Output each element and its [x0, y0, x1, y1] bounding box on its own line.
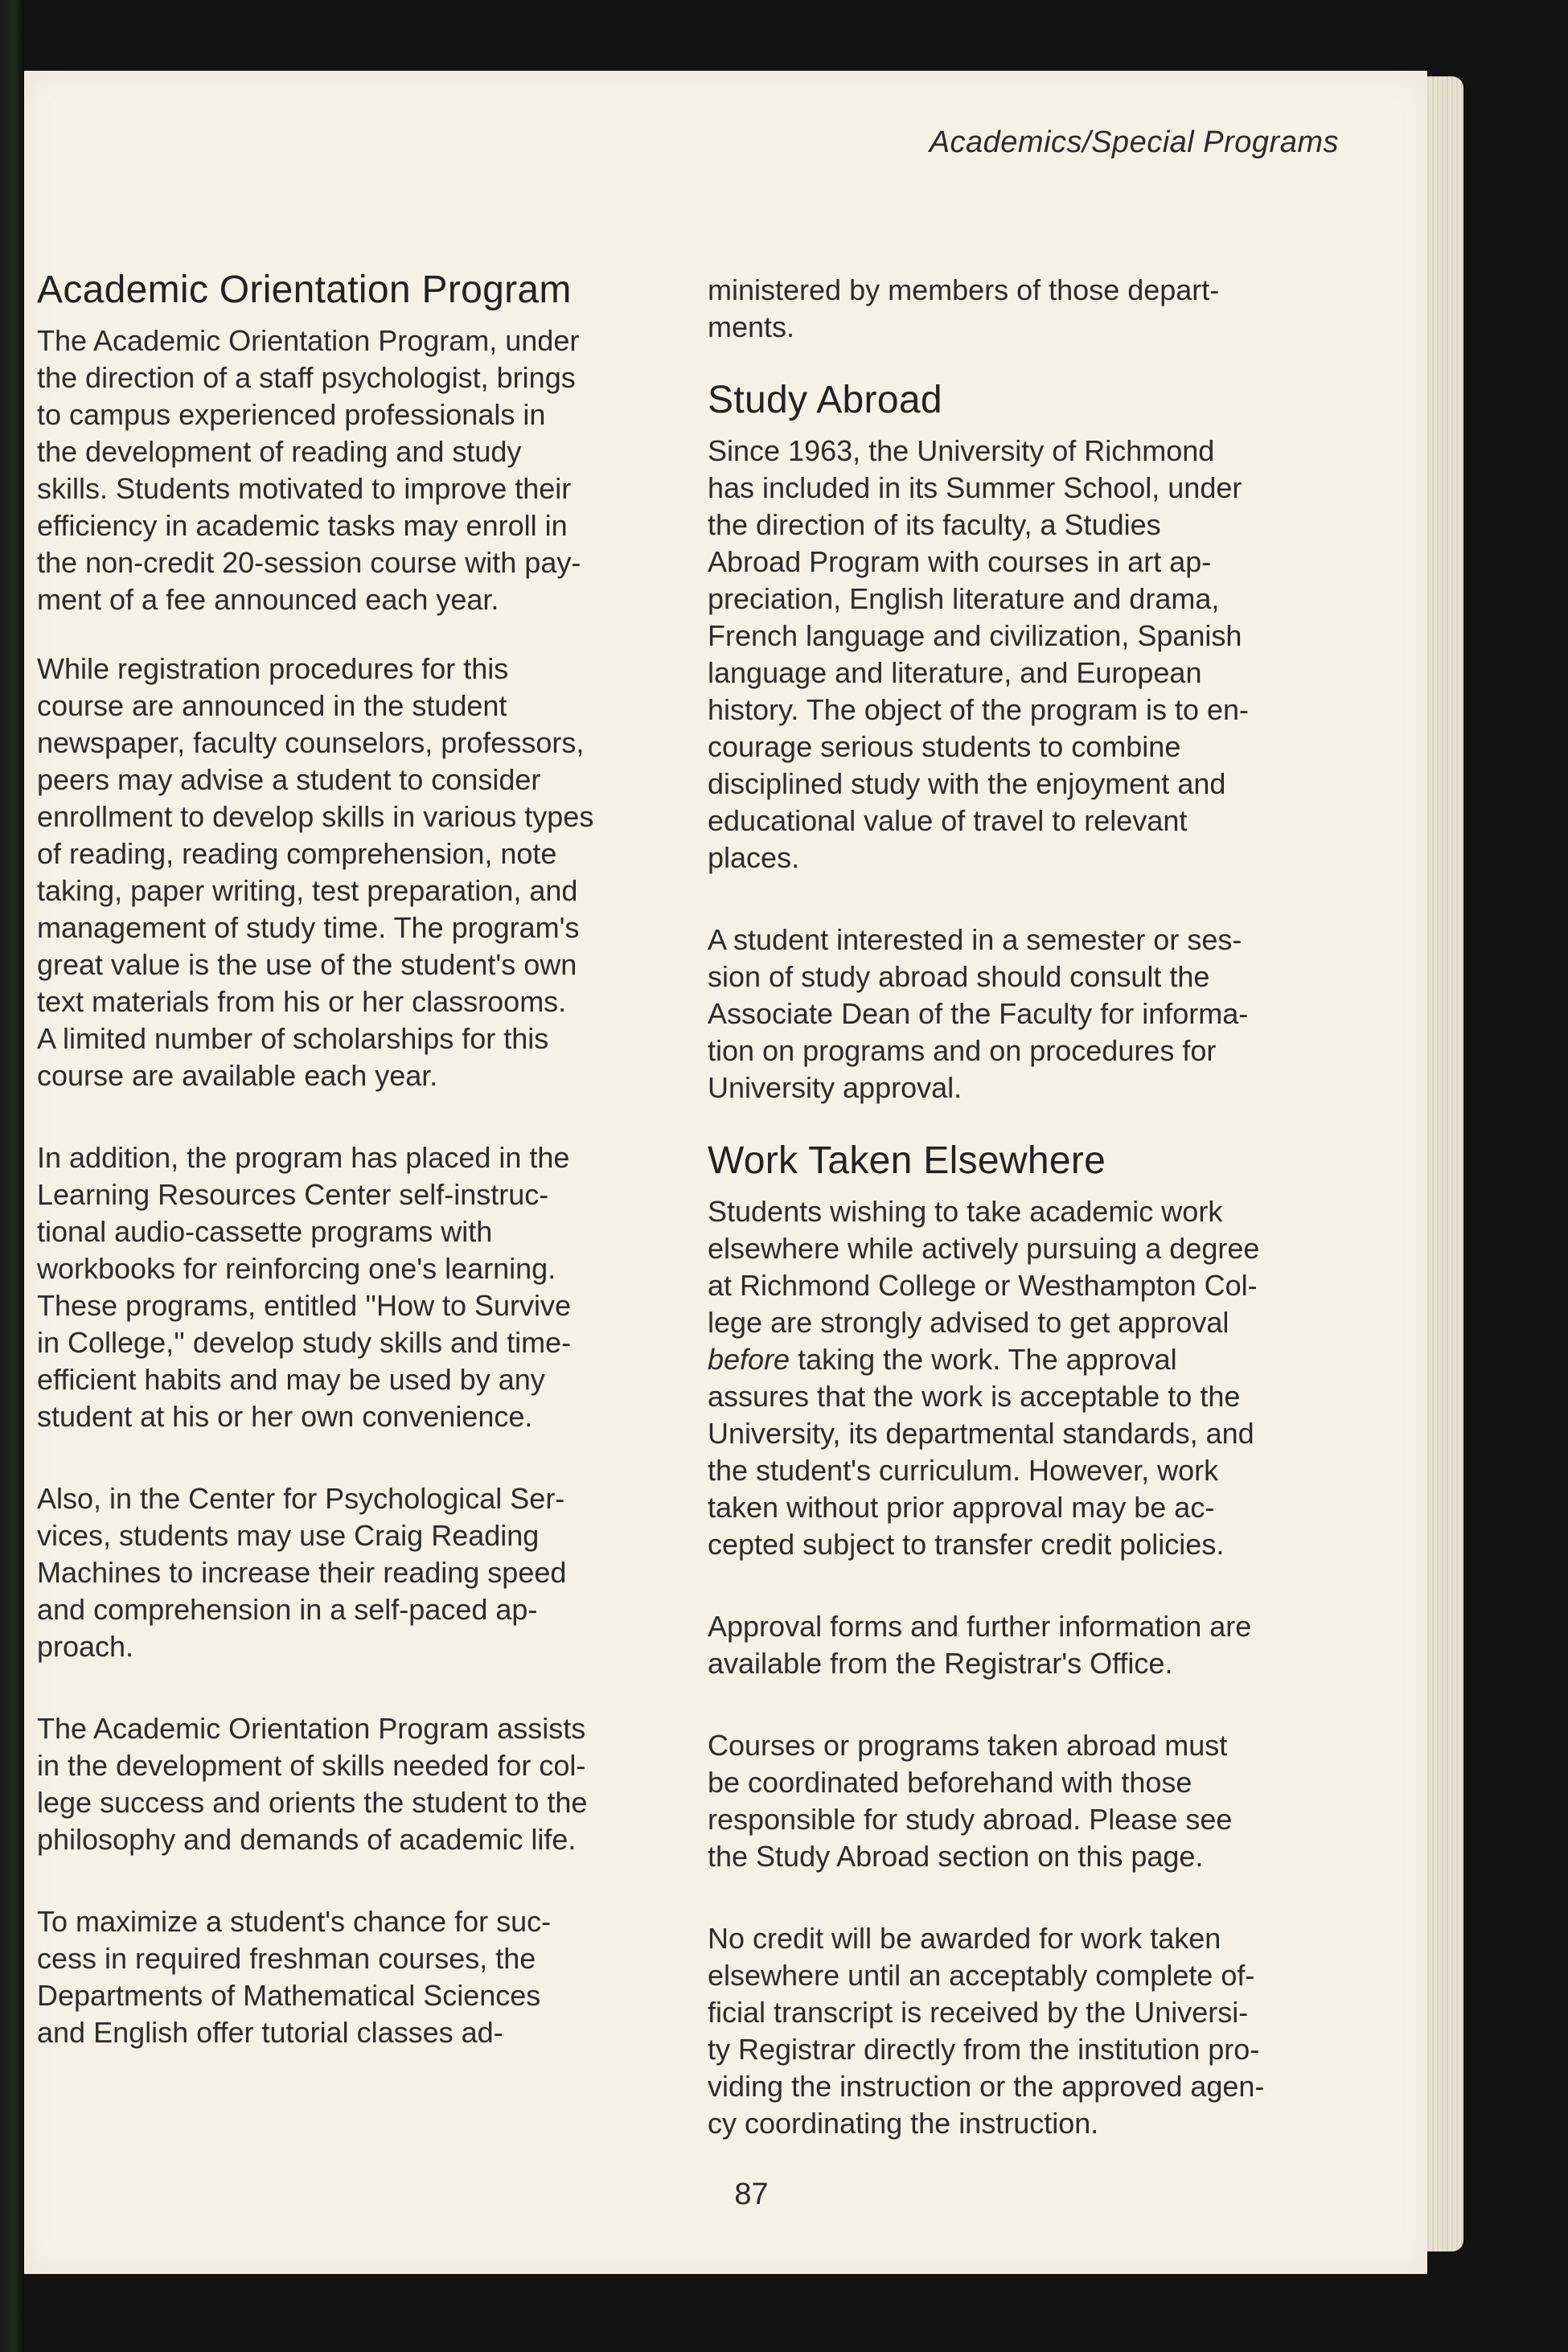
page-number-text: 87: [734, 2178, 769, 2211]
heading-work-elsewhere: Work Taken Elsewhere: [708, 1139, 1106, 1182]
heading-academic-orientation: Academic Orientation Program: [37, 269, 572, 311]
right-column: [708, 272, 1351, 2187]
paragraph-craig-machines: Also, in the Center for Psychological Ser- vices, students may use Craig Reading Machines to increase their reading speed and comprehension in a self-paced ap- proach.: [37, 1482, 567, 1663]
page-number: [24, 2178, 1427, 2212]
paragraph-audio-cassette: In addition, the program has placed in the Learning Resources Center self-instruc- tional audio-cassette programs with workbooks for reinforcing one's learning. These programs, entitled ''How to Survive in College,'' develop study skills and time- efficient habits and may be used by any student at his or her own convenience.: [37, 1141, 572, 1433]
paragraph-no-credit: No credit will be awarded for work taken elsewhere until an acceptably complete of- ficial transcript is received by the Universi- ty Registrar directly from the institution pro- viding the instruction or the approved agen- cy coordinating the instruction.: [708, 1922, 1265, 2140]
binding-edge: [0, 0, 24, 2352]
emphasis-before: before: [708, 1343, 790, 1376]
running-head: Academics/Special Programs: [929, 125, 1339, 159]
paragraph-study-abroad-consult: A student interested in a semester or ses- sion of study abroad should consult the Associate Dean of the Faculty for informa- tion on programs and on procedures for University approval.: [708, 923, 1249, 1104]
approval-text-end: taking the work. The approval assures that the work is acceptable to the University, its departmental standards, and the student's curriculum. However, work taken without prior approval may be ac- cepted subject to transfer credit policies.: [708, 1343, 1254, 1561]
heading-study-abroad: Study Abroad: [708, 379, 942, 421]
paragraph-approval-forms: Approval forms and further information are available from the Registrar's Office.: [708, 1610, 1252, 1680]
paragraph-courses-abroad: Courses or programs taken abroad must be coordinated beforehand with those responsible for study abroad. Please see the Study Abroad section on this page.: [708, 1729, 1233, 1873]
paragraph-orientation-intro: The Academic Orientation Program, under the direction of a staff psychologist, brings to campus experienced professionals in the development of reading and study skills. Students motivated to improve their efficiency in academic tasks may enroll in the non-credit 20-session course with pay- ment of a fee announced each year.: [37, 324, 581, 616]
paragraph-work-elsewhere-approval: [708, 1193, 1351, 1563]
paragraph-study-abroad-history: Since 1963, the University of Richmond has included in its Summer School, under the direction of its faculty, a Studies Abroad Program with courses in art ap- preciation, English literature and drama, French language and civilization, Spanish language and literature, and European history. The object of the program is to en- courage serious students to combine disciplined study with the enjoyment and educational value of travel to relevant places.: [708, 434, 1249, 874]
paragraph-tutorial-classes: To maximize a student's chance for suc- cess in required freshman courses, the Departments of Mathematical Sciences and English offer tutorial classes ad-: [37, 1905, 552, 2049]
left-column: [37, 268, 672, 2096]
paragraph-continuation: ministered by members of those depart- ments.: [708, 273, 1220, 343]
approval-text-start: Students wishing to take academic work elsewhere while actively pursuing a degree at Richmond College or Westhampton Col- lege are strongly advised to get approval: [708, 1195, 1260, 1339]
paragraph-registration: While registration procedures for this course are announced in the student newspaper, faculty counselors, professors, peers may advise a student to consider enrollment to develop skills in various types of reading, reading comprehension, note taking, paper writing, test preparation, and management of study time. The program's great value is the use of the student's own text materials from his or her classrooms. A limited number of scholarships for this course are available each year.: [37, 652, 594, 1092]
book-page: [24, 71, 1427, 2274]
paragraph-orientation-assists: The Academic Orientation Program assists in the development of skills needed for col- lege success and orients the student to the philosophy and demands of academic life.: [37, 1712, 588, 1856]
